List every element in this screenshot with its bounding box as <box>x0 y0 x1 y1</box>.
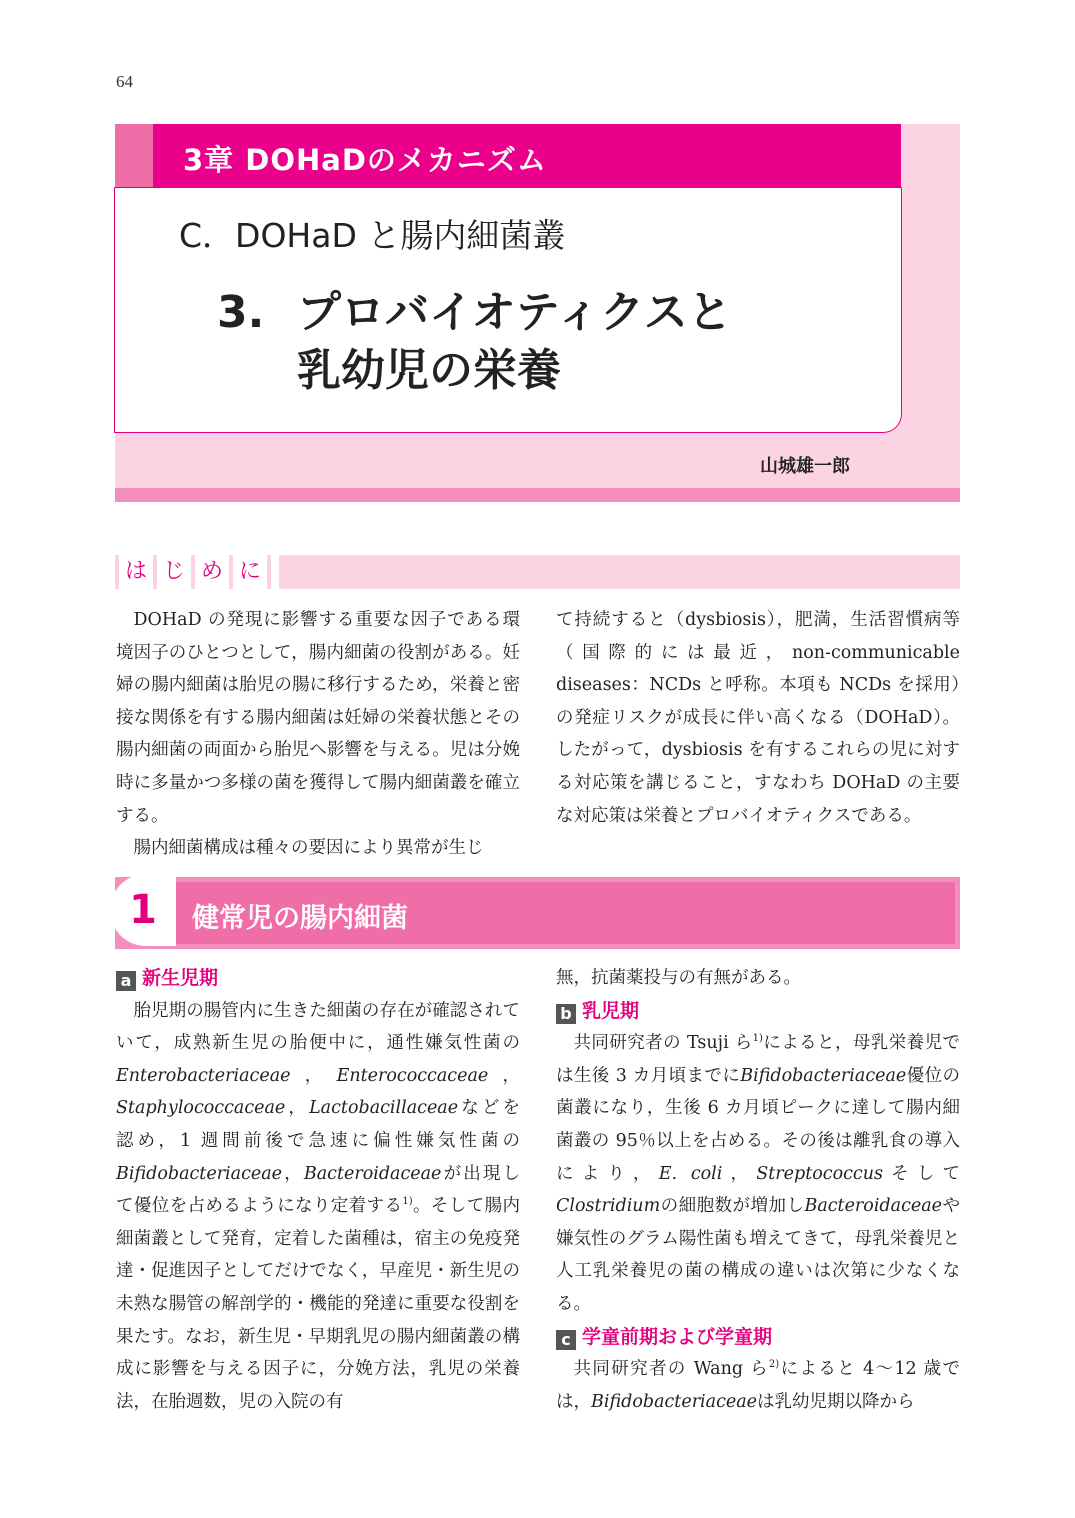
intro-paragraph: DOHaD の発現に影響する重要な因子である環境因子のひとつとして，腸内細菌の役割がある。妊婦の腸内細菌は胎児の腸に移行するため，栄養と密接な関係を有する腸内細菌は妊婦の栄養状態とその腸内細菌の両面から胎児へ影響を与える。児は分娩時に多量かつ多様の菌を獲得して腸内細菌叢を確立する。 <box>116 610 520 826</box>
intro-heading-char: は <box>119 555 153 589</box>
article-title <box>217 284 732 400</box>
article-number: 3. <box>217 287 265 338</box>
title-panel <box>115 188 901 432</box>
page-number: 64 <box>116 72 133 91</box>
body-paragraph: 共同研究者の Tsuji ら$^{1)}$によると，母乳栄養児では生後 3 カ月頃までにBifidobacteriaceae優位の菌叢になり，生後 6 カ月頃ピークに達して腸内細菌叢の 95％以上を占める。その後は離乳食の導入により，E. coli，StreptococcusそしてClostridiumの細胞数が増加しBacteroidaceaeや嫌気性のグラム陽性菌も増えてきて，母乳栄養児と人工乳栄養児の菌の構成の違いは次第に少なくなる。 <box>556 1033 961 1314</box>
species-name: Clostridium <box>556 1196 661 1217</box>
subheading-b <box>556 995 960 1028</box>
header-bottom-bar <box>115 488 960 502</box>
reference-marker: 1) <box>752 1033 763 1045</box>
section-heading-title: 健常児の腸内細菌 <box>192 903 408 934</box>
intro-heading-char: に <box>233 555 267 589</box>
species-name: Lactobacillaceae <box>309 1098 459 1119</box>
species-name: Enterococcaceae <box>336 1065 489 1086</box>
intro-right-column <box>556 604 960 832</box>
subheading-letter-box: a <box>116 971 136 991</box>
subheading-letter-box: b <box>556 1004 576 1024</box>
intro-heading-end-tile <box>271 555 279 589</box>
article-title-line2: 乳幼児の栄養 <box>297 345 561 396</box>
body-paragraph: 共同研究者の Wang ら$^{2)}$によると 4～12 歳では，Bifidobacteriaceaeは乳幼児期以降から <box>556 1359 961 1412</box>
subheading-letter-box: c <box>556 1330 576 1350</box>
species-name: Streptococcus <box>756 1163 883 1184</box>
species-name: Bifidobacteriaceae <box>591 1391 758 1412</box>
intro-heading-char: め <box>195 555 229 589</box>
intro-left-column <box>116 604 520 865</box>
reference-marker: 1) <box>402 1196 413 1208</box>
section-title: C．DOHaD と腸内細菌叢 <box>179 216 566 255</box>
chapter-stripe-accent <box>115 124 153 188</box>
subheading-title: 新生児期 <box>142 967 219 989</box>
chapter-title: 3章 DOHaDのメカニズム <box>183 143 547 177</box>
species-name: Bifidobacteriaceae <box>740 1065 907 1086</box>
section-number: 1 <box>110 874 176 946</box>
section1-right-column <box>556 962 960 1418</box>
article-title-line1: プロバイオティクスと <box>297 287 732 338</box>
species-name: Bacteroidaceae <box>303 1163 442 1184</box>
body-paragraph-continued: 無，抗菌薬投与の有無がある。 <box>556 968 801 988</box>
intro-heading <box>115 555 960 589</box>
chapter-banner <box>153 124 901 188</box>
intro-heading-char: じ <box>157 555 191 589</box>
species-name: Bifidobacteriaceae <box>116 1163 283 1184</box>
subheading-a <box>116 962 520 995</box>
subheading-title: 乳児期 <box>582 999 640 1022</box>
subheading-c <box>556 1321 960 1354</box>
body-paragraph: 胎児期の腸管内に生きた細菌の存在が確認されていて，成熟新生児の胎便中に，通性嫌気性菌のEnterobacteriaceae，Enterococcaceae，Staphylococcaceae，Lactobacillaceaeなどを認め，1 週間前後で急速に偏性嫌気性菌のBifidobacteriaceae，Bacteroidaceaeが出現して優位を占めるようになり定着する$^{1)}$。そして腸内細菌叢として発育，定着した菌種は，宿主の免疫発達・促進因子としてだけでなく，早産児・新生児の未熟な腸管の解剖学的・機能的発達に重要な役割を果たす。なお，新生児・早期乳児の腸内細菌叢の構成に影響を与える因子に，分娩方法，乳児の栄養法，在胎週数，児の入院の有 <box>116 1000 521 1412</box>
intro-paragraph: て持続すると（dysbiosis），肥満，生活習慣病等（国際的には最近，non-communicable diseases：NCDs と呼称。本項も NCDs を採用）の発症リスクが成長に伴い高くなる（DOHaD）。したがって，dysbiosis を有するこれらの児に対する対応策を講じること，すなわち DOHaD の主要な対応策は栄養とプロバイオティクスである。 <box>556 610 960 826</box>
section1-left-column <box>116 962 520 1418</box>
species-name: E. coli <box>658 1163 723 1184</box>
species-name: Enterobacteriaceae <box>116 1065 291 1086</box>
author-name: 山城雄一郎 <box>760 456 850 477</box>
species-name: Staphylococcaceae <box>116 1098 286 1119</box>
species-name: Bacteroidaceae <box>804 1196 943 1217</box>
intro-paragraph: 腸内細菌構成は種々の要因により異常が生じ <box>133 838 484 859</box>
reference-marker: 2) <box>768 1359 780 1371</box>
subheading-title: 学童前期および学童期 <box>582 1325 773 1348</box>
